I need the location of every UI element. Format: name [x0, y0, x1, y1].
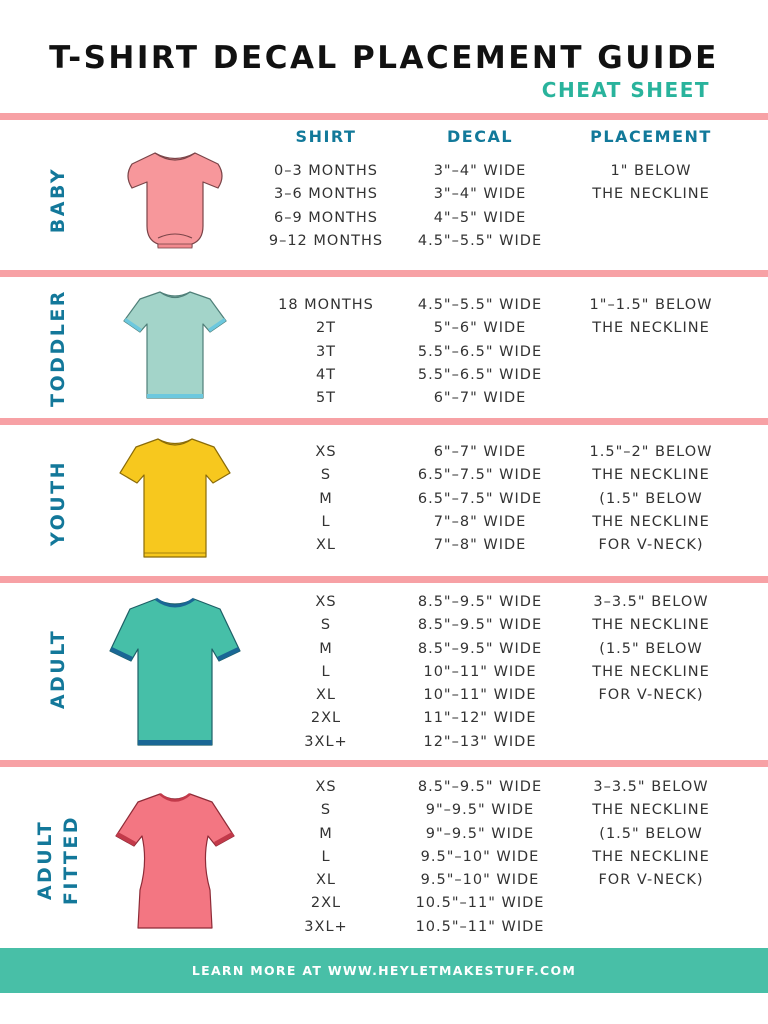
decal-size: 12"–13" WIDE — [423, 733, 537, 750]
placement-line: THE NECKLINE — [592, 848, 710, 865]
placement-line: FOR V-NECK) — [598, 872, 704, 889]
placement-text — [566, 776, 736, 892]
decal-size: 4.5"–5.5" WIDE — [417, 232, 543, 249]
decal-size: 8.5"–9.5" WIDE — [417, 640, 543, 657]
category-label: ADULT FITTED — [34, 814, 82, 906]
divider — [0, 576, 768, 583]
footer-bar — [0, 948, 768, 993]
placement-text — [566, 591, 736, 707]
shirt-size: 3T — [315, 343, 337, 360]
shirt-size-list — [241, 441, 411, 557]
shirt-size: S — [320, 802, 332, 819]
shirt-size: XL — [315, 687, 336, 704]
shirt-size: L — [321, 513, 331, 530]
shirt-size: XS — [315, 594, 337, 610]
shirt-size: 0–3 MONTHS — [273, 163, 379, 179]
column-header-shirt: SHIRT — [295, 127, 357, 146]
decal-size: 4"–5" WIDE — [433, 209, 527, 226]
shirt-size: M — [319, 490, 333, 507]
decal-size: 10.5"–11" WIDE — [415, 895, 545, 912]
shirt-size: S — [320, 617, 332, 634]
placement-line: 1"–1.5" BELOW — [589, 297, 713, 313]
placement-line: THE NECKLINE — [592, 802, 710, 819]
category-label: TODDLER — [47, 289, 69, 407]
fitted-tshirt-icon — [100, 790, 250, 932]
column-header-placement: PLACEMENT — [590, 127, 712, 146]
decal-size: 9"–9.5" WIDE — [425, 825, 535, 842]
decal-size: 6"–7" WIDE — [433, 390, 527, 407]
placement-line: (1.5" BELOW — [599, 825, 703, 842]
column-header-decal: DECAL — [446, 127, 514, 146]
decal-size-list — [395, 591, 565, 754]
shirt-size: 3–6 MONTHS — [273, 186, 379, 203]
decal-size: 10"–11" WIDE — [423, 663, 537, 680]
decal-size: 5.5"–6.5" WIDE — [417, 366, 543, 383]
shirt-size: 3XL+ — [304, 733, 348, 750]
placement-text — [566, 441, 736, 557]
decal-size: 9.5"–10" WIDE — [420, 872, 540, 889]
decal-size: 7"–8" WIDE — [433, 513, 527, 530]
shirt-size: 2T — [315, 320, 337, 337]
decal-size-list — [395, 294, 565, 410]
shirt-size: 2XL — [310, 710, 342, 727]
shirt-size: 5T — [315, 390, 337, 407]
decal-size: 6.5"–7.5" WIDE — [417, 467, 543, 484]
placement-line: FOR V-NECK) — [598, 537, 704, 554]
divider — [0, 270, 768, 277]
placement-line: 1" BELOW — [610, 163, 692, 179]
category-label: BABY — [47, 166, 69, 234]
shirt-size: M — [319, 825, 333, 842]
baby-onesie-icon — [100, 150, 250, 260]
shirt-size: M — [319, 640, 333, 657]
decal-size: 9.5"–10" WIDE — [420, 848, 540, 865]
decal-size: 10.5"–11" WIDE — [415, 918, 545, 935]
decal-size-list — [395, 776, 565, 939]
category-label: YOUTH — [47, 459, 69, 547]
placement-text — [566, 294, 736, 341]
placement-line: FOR V-NECK) — [598, 687, 704, 704]
placement-line: THE NECKLINE — [592, 467, 710, 484]
decal-size: 3"–4" WIDE — [433, 186, 527, 203]
decal-size: 6.5"–7.5" WIDE — [417, 490, 543, 507]
shirt-size: L — [321, 663, 331, 680]
placement-line: THE NECKLINE — [592, 663, 710, 680]
shirt-size: 2XL — [310, 895, 342, 912]
shirt-size: 18 MONTHS — [278, 297, 374, 313]
shirt-size: XL — [315, 537, 336, 554]
placement-line: 3–3.5" BELOW — [593, 779, 709, 795]
shirt-size: XS — [315, 779, 337, 795]
divider — [0, 113, 768, 120]
shirt-size-list — [241, 776, 411, 939]
decal-size-list — [395, 441, 565, 557]
shirt-size: L — [321, 848, 331, 865]
placement-line: THE NECKLINE — [592, 617, 710, 634]
placement-line: 1.5"–2" BELOW — [589, 444, 713, 460]
decal-size-list — [395, 160, 565, 253]
shirt-size: 9–12 MONTHS — [268, 232, 384, 249]
toddler-tshirt-icon — [100, 288, 250, 406]
placement-text — [566, 160, 736, 207]
decal-size: 9"–9.5" WIDE — [425, 802, 535, 819]
youth-tshirt-icon — [100, 435, 250, 563]
decal-size: 10"–11" WIDE — [423, 687, 537, 704]
divider — [0, 760, 768, 767]
placement-line: (1.5" BELOW — [599, 640, 703, 657]
decal-size: 8.5"–9.5" WIDE — [417, 594, 543, 610]
page-subtitle: CHEAT SHEET — [541, 78, 710, 102]
category-label: ADULT — [47, 628, 69, 710]
shirt-size-list — [241, 294, 411, 410]
placement-line: (1.5" BELOW — [599, 490, 703, 507]
shirt-size-list — [241, 160, 411, 253]
decal-size: 3"–4" WIDE — [433, 163, 527, 179]
decal-size: 8.5"–9.5" WIDE — [417, 617, 543, 634]
shirt-size: 3XL+ — [304, 918, 348, 935]
page-title: T-SHIRT DECAL PLACEMENT GUIDE — [49, 40, 719, 76]
placement-line: 3–3.5" BELOW — [593, 594, 709, 610]
shirt-size: S — [320, 467, 332, 484]
shirt-size-list — [241, 591, 411, 754]
decal-size: 5.5"–6.5" WIDE — [417, 343, 543, 360]
decal-size: 4.5"–5.5" WIDE — [417, 297, 543, 313]
divider — [0, 418, 768, 425]
shirt-size: 4T — [315, 366, 337, 383]
placement-line: THE NECKLINE — [592, 186, 710, 203]
footer-link[interactable]: LEARN MORE AT WWW.HEYLETMAKESTUFF.COM — [191, 963, 577, 978]
decal-size: 8.5"–9.5" WIDE — [417, 779, 543, 795]
placement-line: THE NECKLINE — [592, 320, 710, 337]
decal-size: 5"–6" WIDE — [433, 320, 527, 337]
decal-size: 7"–8" WIDE — [433, 537, 527, 554]
shirt-size: 6–9 MONTHS — [273, 209, 379, 226]
shirt-size: XS — [315, 444, 337, 460]
placement-line: THE NECKLINE — [592, 513, 710, 530]
shirt-size: XL — [315, 872, 336, 889]
decal-size: 11"–12" WIDE — [423, 710, 537, 727]
adult-tshirt-icon — [100, 595, 250, 747]
decal-size: 6"–7" WIDE — [433, 444, 527, 460]
